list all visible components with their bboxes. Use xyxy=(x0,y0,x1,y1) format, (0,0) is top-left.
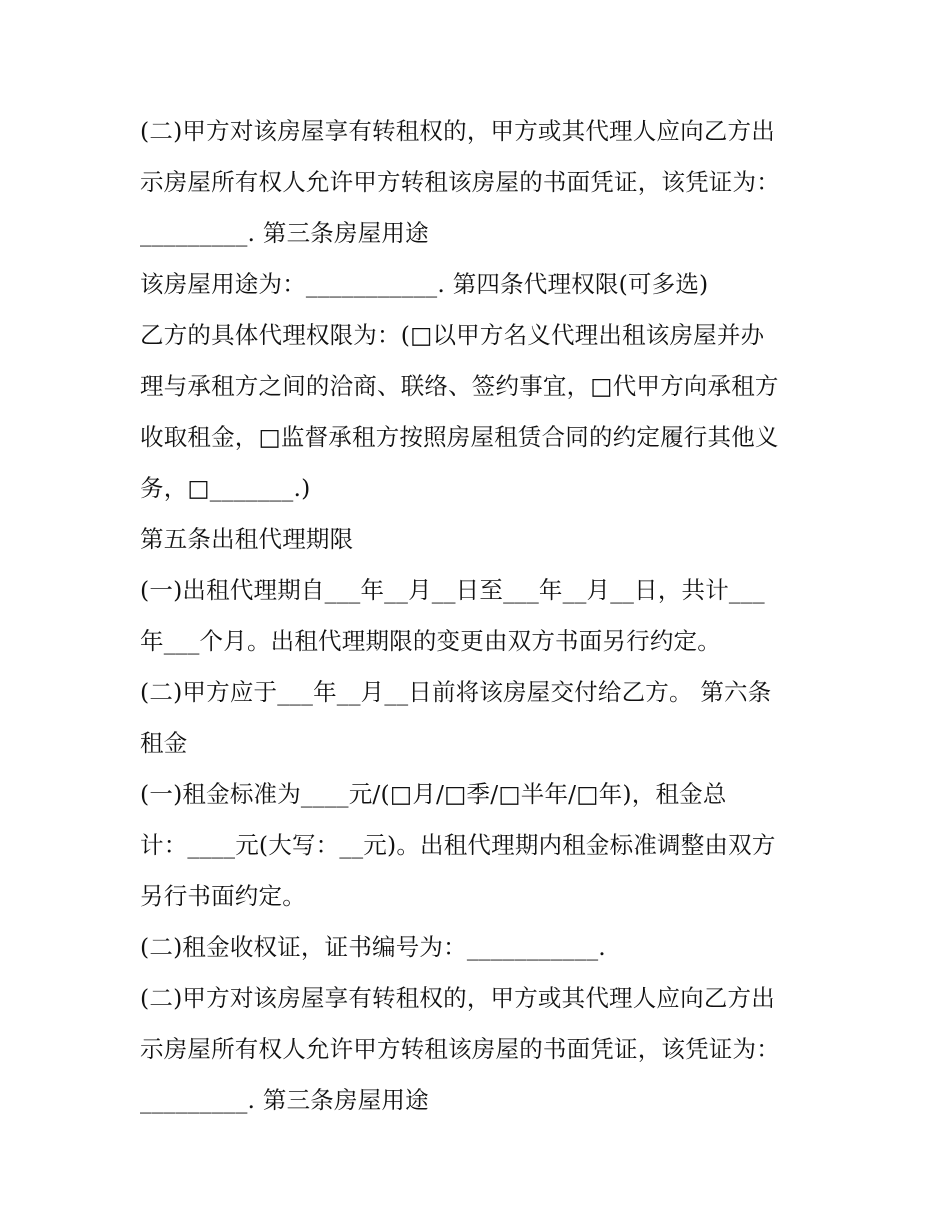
text-line: (一)出租代理期自___年__月__日至___年__月__日，共计___ xyxy=(140,576,765,604)
text-line: (二)甲方应于___年__月__日前将该房屋交付给乙方。 第六条 xyxy=(140,678,772,706)
section-heading: 第五条出租代理期限 xyxy=(140,525,354,553)
text-line: (二)甲方对该房屋享有转租权的，甲方或其代理人应向乙方出 xyxy=(140,984,775,1012)
text-line: 理与承租方之间的洽商、联络、签约事宜，□代甲方向承租方 xyxy=(140,372,779,400)
text-line: _________. 第三条房屋用途 xyxy=(140,219,429,247)
text-line: 乙方的具体代理权限为：(□以甲方名义代理出租该房屋并办 xyxy=(140,321,765,349)
text-line: (一)租金标准为____元/(□月/□季/□半年/□年)，租金总 xyxy=(140,780,727,808)
text-line: 示房屋所有权人允许甲方转租该房屋的书面凭证，该凭证为： xyxy=(140,1035,780,1063)
text-line: 另行书面约定。 xyxy=(140,882,306,910)
text-line: 年___个月。出租代理期限的变更由双方书面另行约定。 xyxy=(140,627,721,655)
text-line: 该房屋用途为：___________. 第四条代理权限(可多选) xyxy=(140,270,709,298)
text-line: 计：____元(大写：__元)。出租代理期内租金标准调整由双方 xyxy=(140,831,776,859)
text-line: (二)租金收权证，证书编号为：___________. xyxy=(140,933,606,961)
text-line: _________. 第三条房屋用途 xyxy=(140,1086,429,1114)
text-line: (二)甲方对该房屋享有转租权的，甲方或其代理人应向乙方出 xyxy=(140,117,775,145)
text-line: 租金 xyxy=(140,729,188,757)
text-line: 示房屋所有权人允许甲方转租该房屋的书面凭证，该凭证为： xyxy=(140,168,780,196)
text-line: 收取租金，□监督承租方按照房屋租赁合同的约定履行其他义 xyxy=(140,423,779,451)
text-line: 务，□_______.) xyxy=(140,474,311,502)
document-body xyxy=(140,106,820,1126)
